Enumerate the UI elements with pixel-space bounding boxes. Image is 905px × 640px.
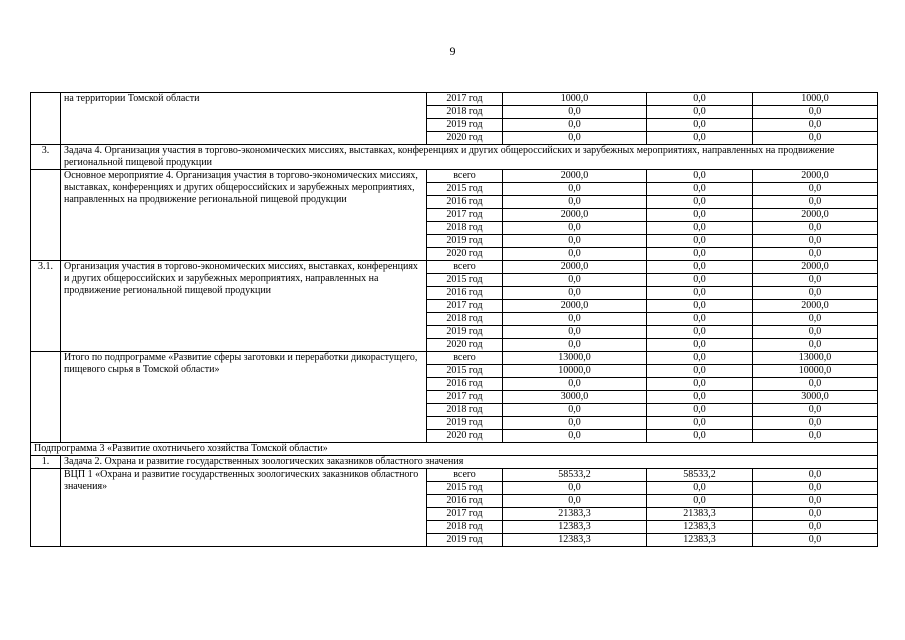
subprogram-row: [31, 443, 878, 456]
page-number: 9: [449, 44, 456, 58]
regional-amount-cell: 2000,0: [753, 300, 878, 313]
regional-amount-cell: 0,0: [753, 132, 878, 145]
regional-amount-cell: 0,0: [753, 274, 878, 287]
period-cell: 2018 год: [427, 313, 503, 326]
activity-name: ВЦП 1 «Охрана и развитие государственных зоологических заказников областного значения»: [61, 469, 427, 547]
period-cell: 2018 год: [427, 222, 503, 235]
total-amount-cell: 13000,0: [503, 352, 647, 365]
total-amount-cell: 1000,0: [503, 93, 647, 106]
regional-amount-cell: 2000,0: [753, 209, 878, 222]
total-amount-cell: 12383,3: [503, 521, 647, 534]
total-amount-cell: 0,0: [503, 222, 647, 235]
period-cell: 2015 год: [427, 183, 503, 196]
federal-amount-cell: 0,0: [647, 274, 753, 287]
total-amount-cell: 0,0: [503, 404, 647, 417]
federal-amount-cell: 0,0: [647, 222, 753, 235]
period-cell: 2020 год: [427, 339, 503, 352]
regional-amount-cell: 10000,0: [753, 365, 878, 378]
period-cell: 2015 год: [427, 274, 503, 287]
total-amount-cell: 2000,0: [503, 261, 647, 274]
table-row: [31, 469, 878, 482]
regional-amount-cell: 0,0: [753, 339, 878, 352]
regional-amount-cell: 0,0: [753, 183, 878, 196]
total-amount-cell: 0,0: [503, 378, 647, 391]
period-cell: 2020 год: [427, 132, 503, 145]
federal-amount-cell: 0,0: [647, 430, 753, 443]
activity-name: Итого по подпрограмме «Развитие сферы заготовки и переработки дикорастущего, пищевого сырья в Томской области»: [61, 352, 427, 443]
period-cell: 2016 год: [427, 287, 503, 300]
total-amount-cell: 0,0: [503, 287, 647, 300]
table-row: [31, 170, 878, 183]
federal-amount-cell: 0,0: [647, 209, 753, 222]
regional-amount-cell: 0,0: [753, 534, 878, 547]
total-amount-cell: 0,0: [503, 430, 647, 443]
row-number: 3.: [31, 145, 61, 170]
activity-name: Организация участия в торгово-экономических миссиях, выставках, конференциях и других общероссийских и зарубежных мероприятиях, направленных на продвижение региональной пищевой продукции: [61, 261, 427, 352]
federal-amount-cell: 0,0: [647, 417, 753, 430]
federal-amount-cell: 0,0: [647, 326, 753, 339]
regional-amount-cell: 0,0: [753, 235, 878, 248]
federal-amount-cell: 0,0: [647, 93, 753, 106]
period-cell: 2016 год: [427, 196, 503, 209]
row-number: 1.: [31, 456, 61, 469]
federal-amount-cell: 0,0: [647, 404, 753, 417]
regional-amount-cell: 3000,0: [753, 391, 878, 404]
total-amount-cell: 0,0: [503, 326, 647, 339]
federal-amount-cell: 21383,3: [647, 508, 753, 521]
federal-amount-cell: 12383,3: [647, 521, 753, 534]
period-cell: 2015 год: [427, 365, 503, 378]
regional-amount-cell: 0,0: [753, 222, 878, 235]
regional-amount-cell: 0,0: [753, 469, 878, 482]
regional-amount-cell: 0,0: [753, 313, 878, 326]
period-cell: 2015 год: [427, 482, 503, 495]
period-cell: 2018 год: [427, 521, 503, 534]
row-number: [31, 170, 61, 261]
regional-amount-cell: 0,0: [753, 119, 878, 132]
total-amount-cell: 2000,0: [503, 300, 647, 313]
federal-amount-cell: 0,0: [647, 352, 753, 365]
federal-amount-cell: 12383,3: [647, 534, 753, 547]
total-amount-cell: 3000,0: [503, 391, 647, 404]
table-row: [31, 93, 878, 106]
total-amount-cell: 21383,3: [503, 508, 647, 521]
regional-amount-cell: 1000,0: [753, 93, 878, 106]
federal-amount-cell: 0,0: [647, 495, 753, 508]
total-amount-cell: 0,0: [503, 248, 647, 261]
total-amount-cell: 0,0: [503, 495, 647, 508]
period-cell: 2017 год: [427, 93, 503, 106]
federal-amount-cell: 0,0: [647, 300, 753, 313]
regional-amount-cell: 0,0: [753, 196, 878, 209]
total-amount-cell: 2000,0: [503, 209, 647, 222]
total-amount-cell: 10000,0: [503, 365, 647, 378]
period-cell: 2019 год: [427, 119, 503, 132]
federal-amount-cell: 0,0: [647, 482, 753, 495]
federal-amount-cell: 0,0: [647, 313, 753, 326]
total-amount-cell: 12383,3: [503, 534, 647, 547]
budget-table: [30, 92, 878, 547]
federal-amount-cell: 0,0: [647, 287, 753, 300]
federal-amount-cell: 0,0: [647, 132, 753, 145]
period-cell: 2019 год: [427, 534, 503, 547]
total-amount-cell: 0,0: [503, 196, 647, 209]
regional-amount-cell: 2000,0: [753, 170, 878, 183]
total-amount-cell: 58533,2: [503, 469, 647, 482]
total-amount-cell: 0,0: [503, 183, 647, 196]
period-cell: 2019 год: [427, 235, 503, 248]
federal-amount-cell: 0,0: [647, 339, 753, 352]
table-row: [31, 352, 878, 365]
table-row: [31, 261, 878, 274]
regional-amount-cell: 0,0: [753, 287, 878, 300]
federal-amount-cell: 0,0: [647, 119, 753, 132]
regional-amount-cell: 0,0: [753, 417, 878, 430]
federal-amount-cell: 0,0: [647, 248, 753, 261]
row-number: 3.1.: [31, 261, 61, 352]
federal-amount-cell: 0,0: [647, 378, 753, 391]
regional-amount-cell: 0,0: [753, 430, 878, 443]
period-cell: всего: [427, 170, 503, 183]
activity-name: на территории Томской области: [61, 93, 427, 145]
total-amount-cell: 0,0: [503, 313, 647, 326]
total-amount-cell: 2000,0: [503, 170, 647, 183]
period-cell: 2017 год: [427, 508, 503, 521]
period-cell: 2019 год: [427, 417, 503, 430]
regional-amount-cell: 0,0: [753, 378, 878, 391]
row-number: [31, 352, 61, 443]
total-amount-cell: 0,0: [503, 235, 647, 248]
row-number: [31, 93, 61, 145]
row-number: [31, 469, 61, 547]
period-cell: всего: [427, 261, 503, 274]
total-amount-cell: 0,0: [503, 106, 647, 119]
regional-amount-cell: 0,0: [753, 326, 878, 339]
activity-name: Основное мероприятие 4. Организация участия в торгово-экономических миссиях, выставках, конференциях и других общероссийских и зарубежных мероприятиях, направленных на продвижение региональной пищевой продукции: [61, 170, 427, 261]
federal-amount-cell: 0,0: [647, 235, 753, 248]
task-title: Задача 2. Охрана и развитие государственных зоологических заказников областного значения: [61, 456, 878, 469]
federal-amount-cell: 0,0: [647, 106, 753, 119]
task-title: Задача 4. Организация участия в торгово-экономических миссиях, выставках, конференциях и других общероссийских и зарубежных мероприятиях, направленных на продвижение региональной пищевой продукции: [61, 145, 878, 170]
regional-amount-cell: 2000,0: [753, 261, 878, 274]
period-cell: всего: [427, 352, 503, 365]
federal-amount-cell: 0,0: [647, 261, 753, 274]
total-amount-cell: 0,0: [503, 339, 647, 352]
task-row: [31, 456, 878, 469]
federal-amount-cell: 0,0: [647, 183, 753, 196]
federal-amount-cell: 0,0: [647, 170, 753, 183]
period-cell: 2020 год: [427, 248, 503, 261]
regional-amount-cell: 0,0: [753, 106, 878, 119]
period-cell: 2017 год: [427, 391, 503, 404]
regional-amount-cell: 0,0: [753, 404, 878, 417]
period-cell: 2016 год: [427, 495, 503, 508]
total-amount-cell: 0,0: [503, 132, 647, 145]
regional-amount-cell: 0,0: [753, 521, 878, 534]
federal-amount-cell: 0,0: [647, 196, 753, 209]
regional-amount-cell: 0,0: [753, 495, 878, 508]
federal-amount-cell: 0,0: [647, 391, 753, 404]
period-cell: 2017 год: [427, 300, 503, 313]
period-cell: 2019 год: [427, 326, 503, 339]
total-amount-cell: 0,0: [503, 119, 647, 132]
regional-amount-cell: 0,0: [753, 482, 878, 495]
period-cell: 2017 год: [427, 209, 503, 222]
period-cell: 2016 год: [427, 378, 503, 391]
period-cell: 2020 год: [427, 430, 503, 443]
federal-amount-cell: 0,0: [647, 365, 753, 378]
period-cell: 2018 год: [427, 404, 503, 417]
period-cell: всего: [427, 469, 503, 482]
total-amount-cell: 0,0: [503, 482, 647, 495]
regional-amount-cell: 0,0: [753, 248, 878, 261]
task-row: [31, 145, 878, 170]
regional-amount-cell: 0,0: [753, 508, 878, 521]
period-cell: 2018 год: [427, 106, 503, 119]
total-amount-cell: 0,0: [503, 417, 647, 430]
budget-table-body: [31, 93, 878, 547]
regional-amount-cell: 13000,0: [753, 352, 878, 365]
total-amount-cell: 0,0: [503, 274, 647, 287]
subprogram-title: Подпрограмма 3 «Развитие охотничьего хозяйства Томской области»: [31, 443, 878, 456]
federal-amount-cell: 58533,2: [647, 469, 753, 482]
